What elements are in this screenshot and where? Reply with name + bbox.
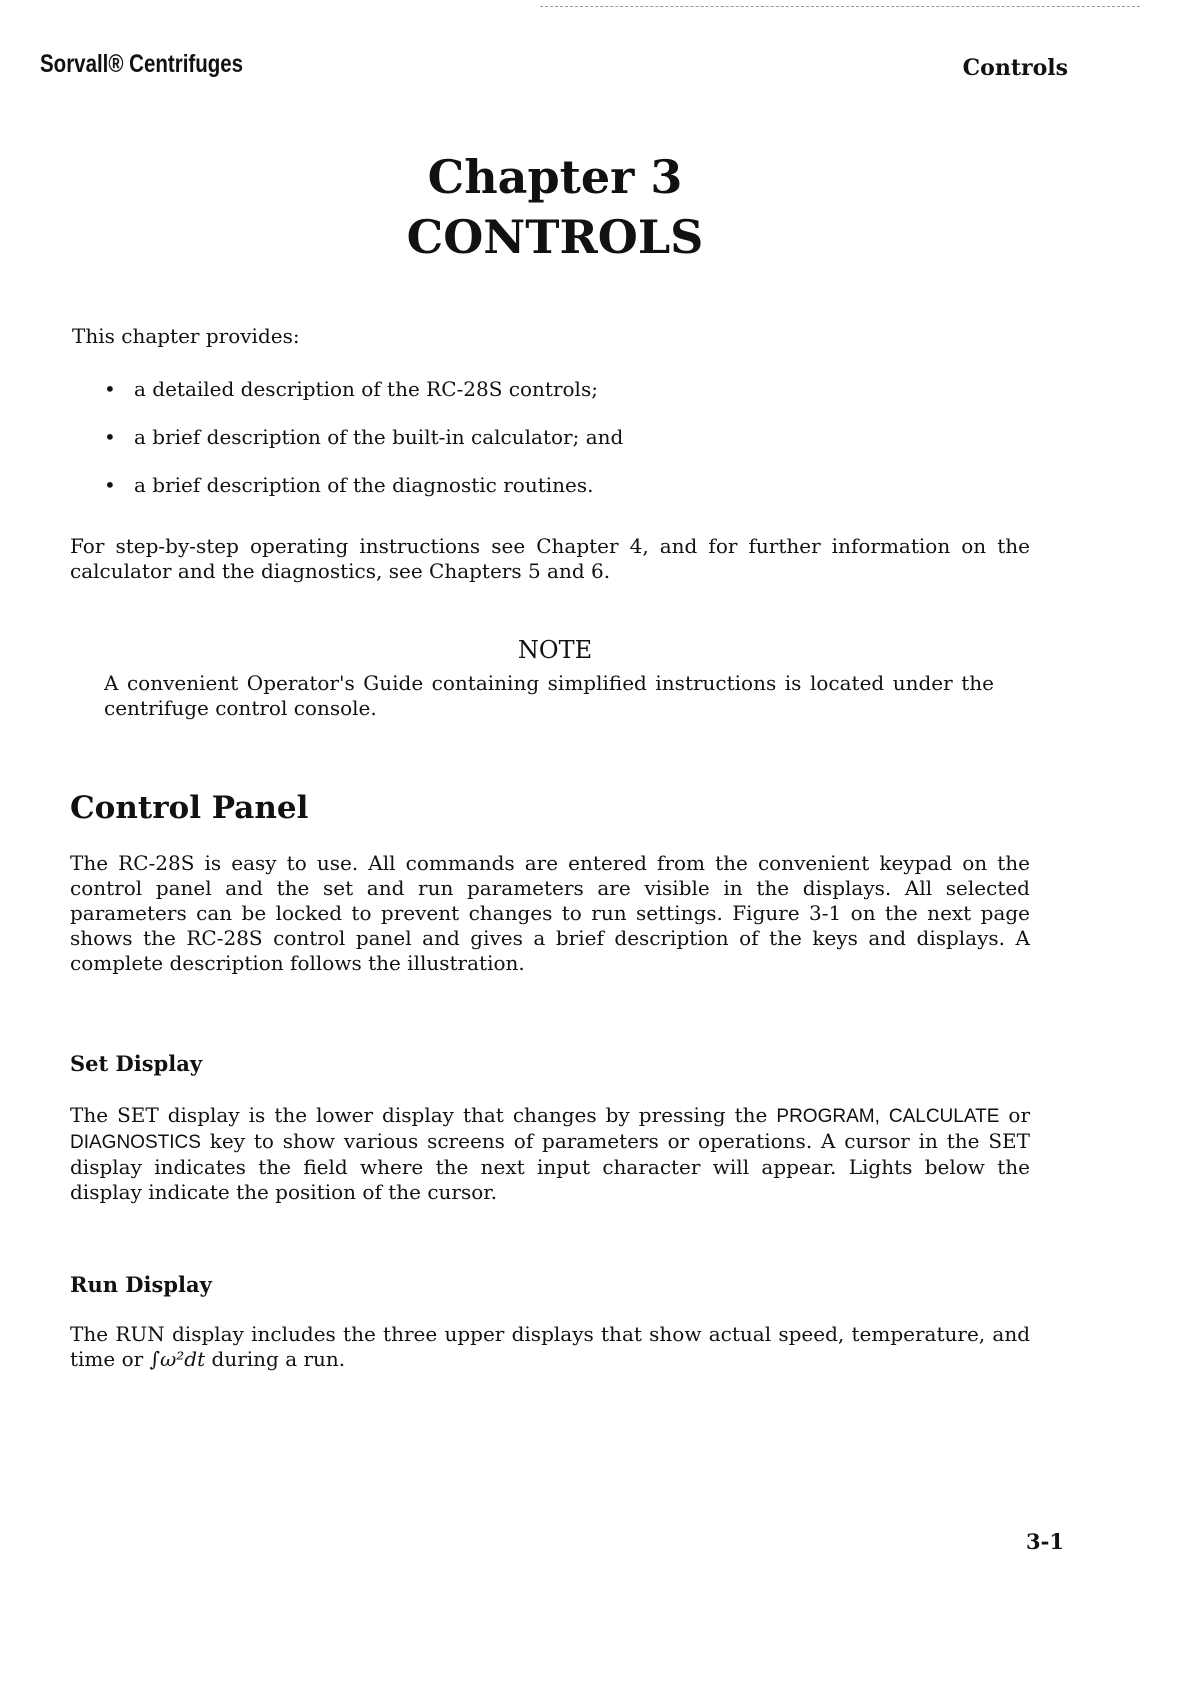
list-item <box>104 472 623 520</box>
key-name-calculate: CALCULATE <box>888 1106 1000 1127</box>
subheading-run-display: Run Display <box>70 1272 212 1297</box>
scan-artifact-line <box>540 6 1140 7</box>
intro-bullet-list <box>104 376 623 520</box>
list-item-text: a brief description of the diagnostic routines. <box>134 473 594 497</box>
key-name-program: PROGRAM, <box>776 1106 880 1127</box>
bullet-icon: • <box>104 473 116 497</box>
page-number: 3-1 <box>1026 1529 1064 1554</box>
note-body: A convenient Operator's Guide containing simplified instructions is located under the centrifuge control console. <box>104 671 994 720</box>
list-item-text: a detailed description of the RC-28S controls; <box>134 377 598 401</box>
run-display-paragraph <box>70 1322 1030 1372</box>
note-heading: NOTE <box>517 636 593 664</box>
bullet-icon: • <box>104 425 116 449</box>
control-panel-paragraph: The RC-28S is easy to use. All commands are entered from the convenient keypad on the control panel and the set and run parameters are visible in the displays. All selected parameters can be locked to prevent changes to run settings. Figure 3-1 on the next page shows the RC-28S control panel and gives a brief description of the keys and displays. A complete description follows the illustration. <box>70 851 1030 975</box>
running-header-title: Sorvall® Centrifuges <box>40 50 244 78</box>
set-display-text-3: key to show various screens of parameters or operations. A cursor in the SET display indicates the field where the next input character will appear. Lights below the display indicate the position of the cursor. <box>70 1129 1030 1204</box>
set-display-paragraph <box>70 1103 1030 1205</box>
running-header-section: Controls <box>962 55 1068 81</box>
list-item-text: a brief description of the built-in calculator; and <box>134 425 624 449</box>
chapter-title: CONTROLS <box>406 210 704 264</box>
bullet-icon: • <box>104 377 116 401</box>
set-display-text-2: or <box>999 1103 1031 1127</box>
list-item <box>104 376 623 424</box>
run-display-text-1: The RUN display includes the three upper displays that show actual speed, temperature, and time or <box>70 1322 1030 1371</box>
section-heading-control-panel: Control Panel <box>70 790 309 826</box>
subheading-set-display: Set Display <box>70 1051 203 1076</box>
key-name-diagnostics: DIAGNOSTICS <box>70 1132 201 1153</box>
run-display-text-2: during a run. <box>205 1347 346 1371</box>
intro-lead: This chapter provides: <box>72 324 300 348</box>
intro-follow-paragraph: For step-by-step operating instructions see Chapter 4, and for further information on the calculator and the diagnostics, see Chapters 5 and 6. <box>70 534 1030 583</box>
chapter-number: Chapter 3 <box>427 150 683 204</box>
list-item <box>104 424 623 472</box>
integral-expression: ∫ω²dt <box>149 1347 206 1371</box>
set-display-text-1: The SET display is the lower display that changes by pressing the <box>70 1103 777 1127</box>
